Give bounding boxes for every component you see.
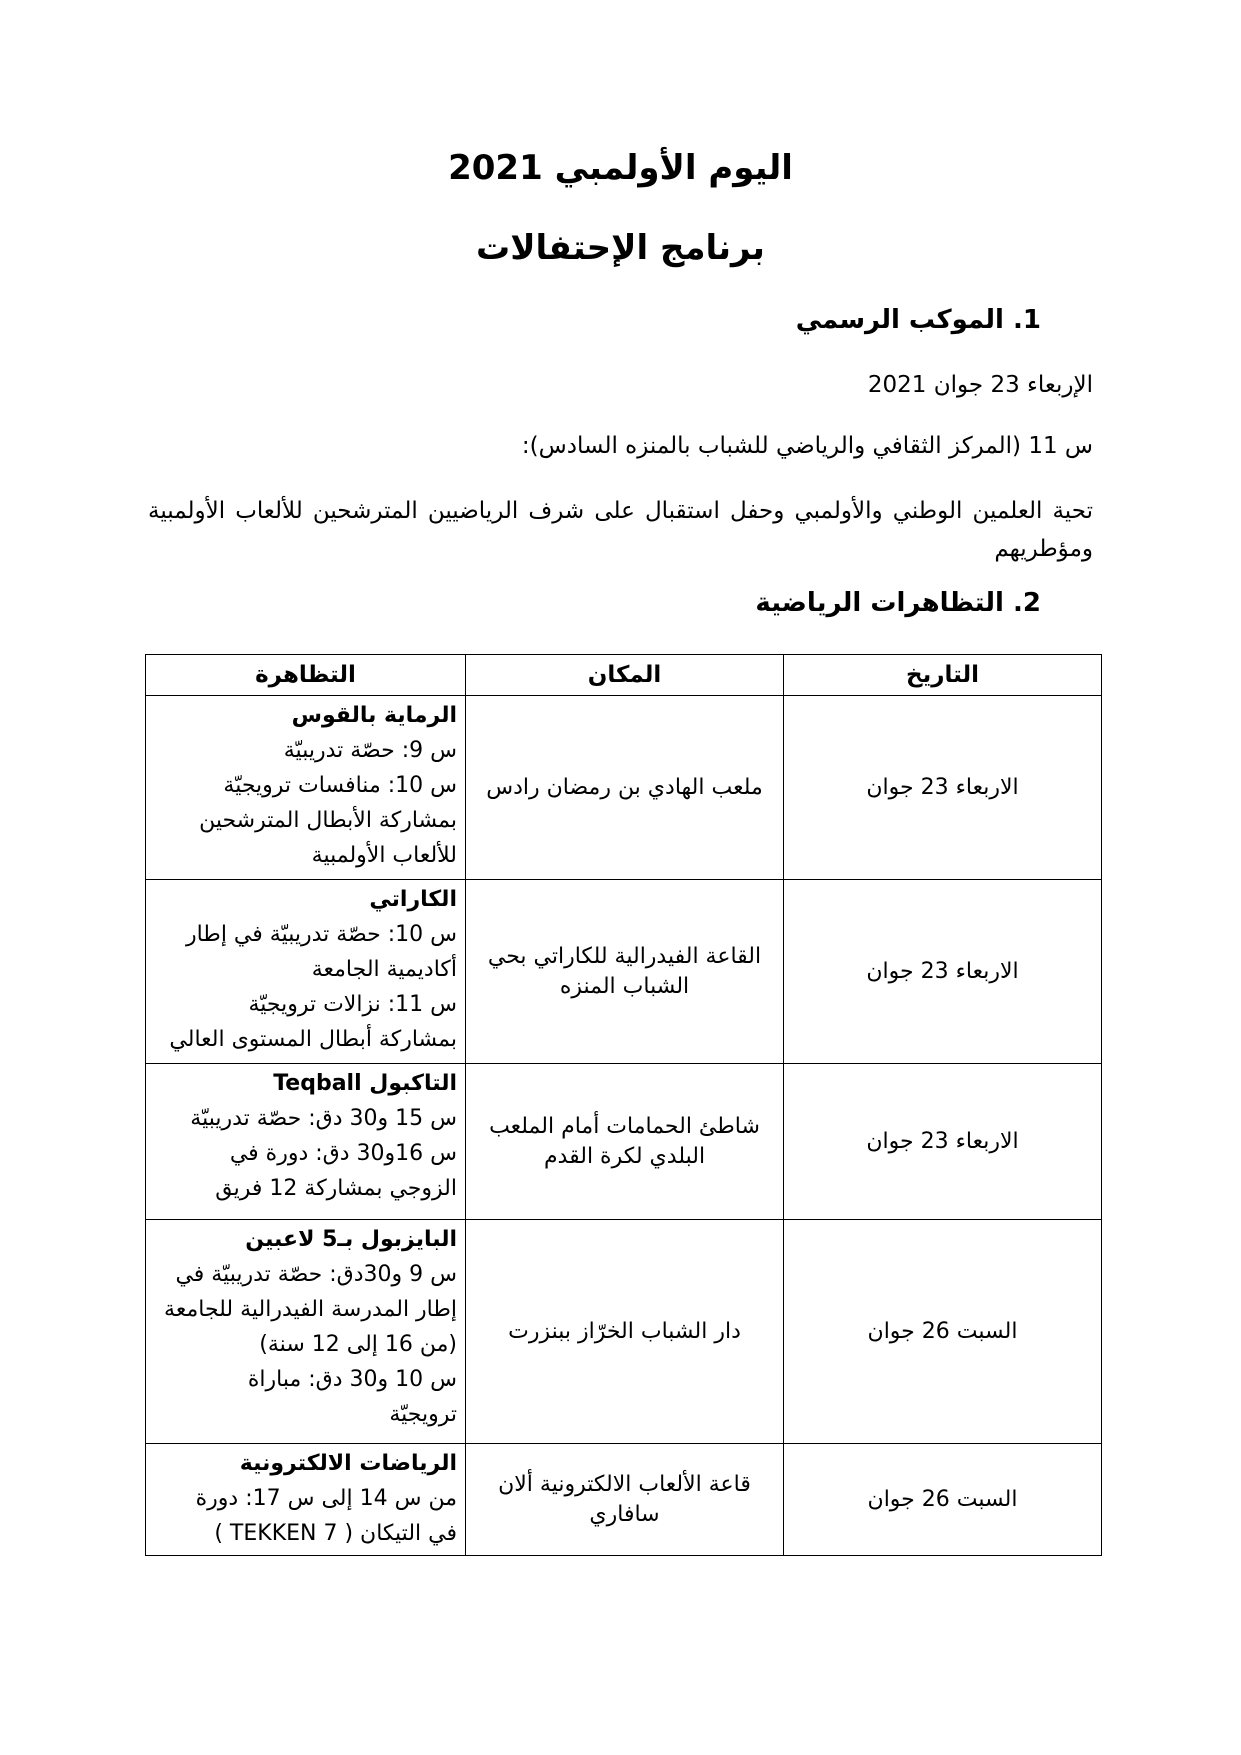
event-detail-line: س 10: حصّة تدريبيّة في إطار — [185, 922, 457, 947]
event-detail-line: بمشاركة الأبطال المترشحين — [199, 808, 457, 833]
events-table — [145, 654, 1102, 1556]
header-event: التظاهرة — [146, 655, 466, 696]
event-detail-line: أكاديمية الجامعة — [311, 957, 457, 982]
cell-place: دار الشباب الخرّاز ببنزرت — [466, 1220, 784, 1444]
cell-place: شاطئ الحمامات أمام الملعب البلدي لكرة القدم — [466, 1064, 784, 1220]
event-detail-line: الزوجي بمشاركة 12 فريق — [215, 1176, 457, 1201]
event-name: الرماية بالقوس — [291, 703, 457, 728]
cell-date: السبت 26 جوان — [784, 1444, 1102, 1556]
section-1-time-place: س 11 (المركز الثقافي والرياضي للشباب بالمنزه السادس): — [521, 433, 1093, 459]
table-row — [146, 1220, 1102, 1444]
event-detail-line: س 15 و30 دق: حصّة تدريبيّة — [190, 1106, 457, 1131]
event-detail-line: س 10 و30 دق: مباراة — [247, 1367, 457, 1392]
event-detail-line: س 9: حصّة تدريبيّة — [283, 738, 457, 763]
cell-place: ملعب الهادي بن رمضان رادس — [466, 696, 784, 880]
table-header-row — [146, 655, 1102, 696]
document-subtitle: برنامج الإحتفالات — [476, 228, 765, 268]
section-1-description: تحية العلمين الوطني والأولمبي وحفل استقبال على شرف الرياضيين المترشحين للألعاب الأولمبية ومؤطريهم — [148, 498, 1093, 562]
header-date: التاريخ — [784, 655, 1102, 696]
cell-date: الاربعاء 23 جوان — [784, 880, 1102, 1064]
cell-date: الاربعاء 23 جوان — [784, 1064, 1102, 1220]
cell-event — [146, 1220, 466, 1444]
cell-event — [146, 696, 466, 880]
event-detail-line: (من 16 إلى 12 سنة) — [259, 1332, 457, 1357]
cell-place: القاعة الفيدرالية للكاراتي بحي الشباب المنزه — [466, 880, 784, 1064]
event-name: التاكبول Teqball — [273, 1071, 457, 1096]
section-2-heading: 2. التظاهرات الرياضية — [755, 588, 1041, 618]
table-row — [146, 1444, 1102, 1556]
event-detail-line: من س 14 إلى س 17: دورة — [195, 1486, 457, 1511]
event-detail-line: س 9 و30دق: حصّة تدريبيّة في — [175, 1262, 457, 1287]
cell-event — [146, 880, 466, 1064]
event-detail-line: في التيكان ( TEKKEN 7 ) — [214, 1521, 457, 1546]
event-detail-line: إطار المدرسة الفيدرالية للجامعة — [164, 1297, 457, 1322]
event-detail-line: س 11: نزالات ترويجيّة — [248, 992, 457, 1017]
section-1-heading: 1. الموكب الرسمي — [795, 305, 1041, 335]
header-place: المكان — [466, 655, 784, 696]
cell-place: قاعة الألعاب الالكترونية ألان سافاري — [466, 1444, 784, 1556]
event-detail-line: للألعاب الأولمبية — [311, 843, 457, 868]
table-row — [146, 880, 1102, 1064]
cell-event — [146, 1444, 466, 1556]
section-1-date: الإربعاء 23 جوان 2021 — [867, 372, 1093, 398]
table-row — [146, 696, 1102, 880]
event-name: الكاراتي — [369, 887, 457, 912]
cell-date: الاربعاء 23 جوان — [784, 696, 1102, 880]
event-detail-line: س 10: منافسات ترويجيّة — [223, 773, 457, 798]
table-row — [146, 1064, 1102, 1220]
document-title: اليوم الأولمبي 2021 — [448, 148, 793, 188]
event-detail-line: بمشاركة أبطال المستوى العالي — [169, 1027, 457, 1052]
event-detail-line: س 16و30 دق: دورة في — [229, 1141, 457, 1166]
cell-event — [146, 1064, 466, 1220]
event-detail-line: ترويجيّة — [389, 1402, 457, 1427]
event-name: البايزبول بـ5 لاعبين — [245, 1227, 457, 1252]
cell-date: السبت 26 جوان — [784, 1220, 1102, 1444]
event-name: الرياضات الالكترونية — [239, 1451, 457, 1476]
